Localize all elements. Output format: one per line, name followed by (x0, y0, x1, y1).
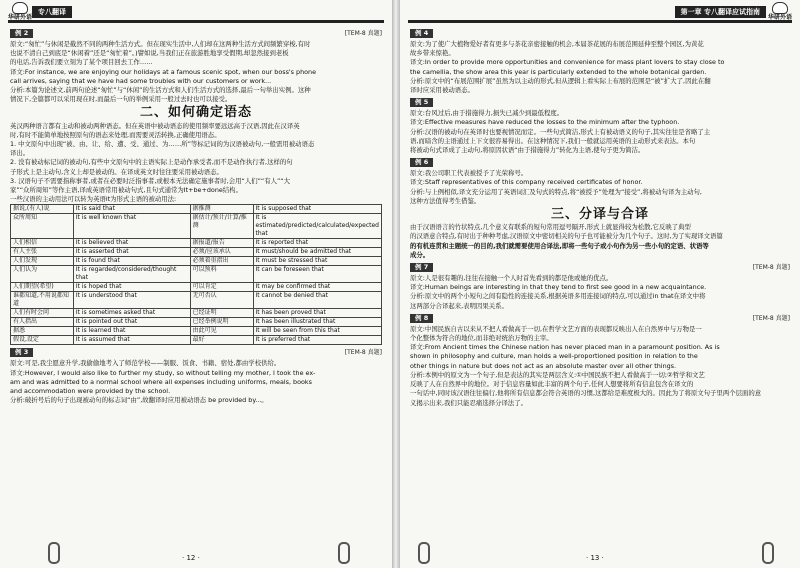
header-label: 第一章 专八翻译应试指南 (675, 6, 766, 18)
text-line: 义揭示出来,我们只能忍痛选择分译法了。 (410, 398, 528, 407)
table-row (11, 327, 382, 336)
example-source: [TEM-8 真题] (344, 29, 382, 37)
table-row (11, 283, 382, 292)
text-line: 译文:Staff representatives of this company received certificates of honor. (410, 178, 643, 187)
text-line: 一些汉语的主动用法可以转为英语it为形式主语的被动用法: (10, 195, 177, 204)
table-cell: 由此可见 (190, 327, 253, 336)
table-cell: 众所周知 (11, 214, 74, 239)
text-line: 成分。 (410, 250, 430, 259)
text-line: 原文:为了使广大植物爱好者有更多与茶花亲密接触的机会,本届茶花展的布展范围延伸至整个园区,为黄花 (410, 40, 704, 48)
table-cell: It will be seen from this that (253, 327, 382, 336)
table-cell: 谁都知道,不用说都知道 (11, 292, 74, 309)
example-4-header (410, 28, 790, 39)
table-cell: 人们发现 (11, 257, 74, 266)
text-line: 分析:本篇为论述文,前两句论述“匆忙”与“休闲”的生活方式和人们生活方式的选择,最后一句举出实例。这种 (10, 86, 311, 95)
text-line: 故乡带来惊艳。 (410, 49, 455, 58)
table-cell: 有人指出 (11, 318, 74, 327)
table-row (11, 292, 382, 309)
text-line: 3. 汉语句子不需要指称事者,或者在必要时泛指事者,或根本无法确定施事者时,会用“人们”“有人”“大 (10, 176, 291, 185)
page-number: · 13 · (586, 554, 604, 562)
table-cell: It may be confirmed that (253, 283, 382, 292)
text-line: 原文:我公司职工代表被授予了光荣称号。 (410, 169, 528, 178)
table-cell: It must be stressed that (253, 257, 382, 266)
mascot-icon (12, 2, 28, 14)
example-source: [TEM-8 真题] (344, 349, 382, 357)
table-cell: 假设,设定 (11, 336, 74, 345)
text-line: 的电话,告诉我们要立刻为了某个项目回去工作…… (10, 58, 153, 67)
text-line: 的有机连贯和主题统一的目的,我们就需要使用合译法,即将一些句子或小句作为另一些小句的定语、状语等 (410, 241, 709, 250)
text-line: 也说不清自己到底是“休闲着”还是“匆忙着”。)譬如说,当我们正在旅游胜地享受假期,却忽然接到老板 (10, 49, 289, 58)
example-label: 例 5 (410, 98, 433, 107)
text-line: 的汉语意合特点,有时出于种种考虑,汉语原文中密切相关的句子也可能被分为几个句子。这时,为了实现译文语篇 (410, 232, 723, 241)
logo-text: 华研外语 (8, 14, 33, 21)
section-title: 二、如何确定语态 (139, 105, 252, 121)
text-line: 个化整体为符合的地位,而非绝对统治万物的主宰。 (410, 334, 553, 343)
example-6-header (410, 157, 790, 168)
text-line: 译出。 (10, 149, 30, 158)
table-cell: 人们有时会问 (11, 309, 74, 318)
text-line: 译文:Human beings are interesting in that they tend to first see good in a new acquaintance. (410, 283, 707, 292)
text-line: 家”“众所周知”等作主语,译成英语常用被动句式,且句式通常为It+be+done结构。 (10, 186, 242, 195)
table-row (11, 309, 382, 318)
logo (8, 2, 32, 21)
text-line: 分析:汉语的被动句在英译时也要视情况而定。一些句式简洁,形式上有被动语义的句子,其实往往是省略了主 (410, 127, 711, 136)
text-line: 一句话中,同时该汉语往往偏行,他将所有信息都会符合英语的习惯,这都给是难度极大的。因此为了将原文句子里两个层面的意 (410, 389, 762, 398)
text-line: 分析:破折号后的句子出现被动句的标志词“由”,故翻译时应用被动语态 be provided by...。 (10, 396, 268, 405)
table-cell: 据估计/预计/计算/推测 (190, 214, 253, 239)
example-source: [TEM-8 真题] (752, 314, 790, 322)
table-cell: It is well known that (73, 214, 190, 239)
example-label: 例 6 (410, 158, 433, 167)
left-header (8, 6, 384, 23)
text-line: 分析:原文中的“布展范围扩展”虽然为以主动的形式,但从逻辑上看实际上布展的范围是“被”扩大了,因此在翻 (410, 76, 711, 85)
text-line: 分析:与上例相似,译文充分运用了英语词汇及句式的特点,将“被授予”处理为“接受”,将被动句译为主动句, (410, 187, 702, 196)
text-line: 1. 中文原句中出现“被、由、让、给、遭、受、通过、为……所”等标记词的为汉语被动句,一般需用被动语态 (10, 140, 315, 149)
text-line: 分析:原文中的两个小短句之间有隐性的连接关系,根据英语多用连接词的特点,可以通过in that在译文中将 (410, 292, 706, 301)
table-row (11, 257, 382, 266)
voice-table (10, 204, 382, 345)
text-line: 原文:人是很有趣的,往往在接触一个人时首先看到的都是他或她的优点。 (410, 274, 613, 283)
book-gutter (392, 0, 400, 568)
table-row (11, 205, 382, 214)
table-cell: It is hoped that (73, 283, 190, 292)
table-cell: It must/should be admitted that (253, 248, 382, 257)
text-line: 译文:From Ancient times the Chinese nation has never placed man in a paramount position. As is (410, 343, 720, 352)
text-line: 分析:本例中的原文为一个句子,但是表达的其实是两层含义:①中国民族不把人看做高于一切;②哲学和文艺 (410, 370, 705, 379)
example-7-header (410, 262, 790, 273)
table-cell: 据悉 (11, 327, 74, 336)
binder-clip-icon (762, 542, 774, 564)
table-cell: It can be foreseen that (253, 266, 382, 283)
text-line: 原文:台风过后,由于措施得力,损失已减少到最低程度。 (410, 109, 564, 118)
example-label: 例 4 (410, 29, 433, 38)
text-line: 译文:Effective measures have reduced the losses to the minimum after the typhoon. (410, 118, 680, 127)
table-cell: 已经证明 (190, 309, 253, 318)
table-row (11, 248, 382, 257)
table-cell: It is pointed out that (73, 318, 190, 327)
example-label: 例 2 (10, 29, 33, 38)
right-content (410, 26, 790, 408)
binder-clip-icon (338, 542, 350, 564)
logo-text: 华研外语 (767, 14, 792, 21)
example-label: 例 3 (10, 348, 33, 357)
mascot-icon (772, 2, 788, 14)
example-2-header (10, 28, 382, 39)
text-line: 2. 没有被动标记词的被动句,有些中文原句中的主语实际上是动作承受者,而不是动作执行者,这样的句 (10, 158, 293, 167)
table-cell: 必须着重指出 (190, 257, 253, 266)
section-title: 三、分译与合译 (550, 207, 649, 223)
table-cell: It is learned that (73, 327, 190, 336)
table-cell: It has been illustrated that (253, 318, 382, 327)
table-cell: 据说,(有人)说 (11, 205, 74, 214)
text-line: 英汉两种语言都有主动和被动两种语态。但在英语中被动语态的使用频率要远远高于汉语,因此在汉译英 (10, 121, 300, 130)
text-line: 译文:In order to provide more opportunities and convenience for mass plant lovers to stay close to (410, 58, 725, 67)
text-line: other things in nature but does not act as an absolute master over all other things. (410, 361, 677, 370)
table-cell: 据推测 (190, 205, 253, 214)
binder-clip-icon (48, 542, 60, 564)
table-cell: 必须/应该承认 (190, 248, 253, 257)
table-cell: It is asserted that (73, 248, 190, 257)
table-cell: 无可否认 (190, 292, 253, 309)
text-line: the camellia, the show area this year is particularly extended to the whole botanical garden. (410, 67, 707, 76)
table-cell: 最好 (190, 336, 253, 345)
text-line: 由于汉语语言的竹状特点,几个意义有联系的短句常用逗号隔开,形式上就显得较为松散,它反映了典型 (410, 223, 691, 232)
table-cell: It is regarded/considered/thought that (73, 266, 190, 283)
table-cell: It is believed that (73, 239, 190, 248)
example-label: 例 8 (410, 314, 433, 323)
table-cell: 人们认为 (11, 266, 74, 283)
text-line: 原文:“匆忙”与休闲是截然不同的两种生活方式。但在现实生活中,人们却在这两种生活方式间频繁穿梭,有时 (10, 40, 311, 48)
text-line: 时,有时不能简单地按照原句的语态来处理,而需要灵活转换,正确使用语态。 (10, 130, 221, 139)
left-page (0, 0, 392, 568)
text-line: 这种方法值得考生借鉴。 (410, 196, 481, 205)
text-line: 语,而暗含的主语通过上下文很容易得出。在这种情况下,我们一般就运用英语的主动形式来表达。本句 (410, 136, 696, 145)
logo (768, 2, 792, 21)
table-cell: It is said that (73, 205, 190, 214)
right-header (408, 6, 792, 23)
table-cell: 据报道/报告 (190, 239, 253, 248)
text-line: 这两部分合译起来,表明因果关系。 (410, 301, 508, 310)
right-page (400, 0, 800, 568)
table-cell: 人们期望(希望) (11, 283, 74, 292)
table-cell: It is reported that (253, 239, 382, 248)
text-line: 反映了人在自然界中的地位。对于信息容量如此丰富的两个句子,任何人想要将所有信息包含在译文的 (410, 380, 694, 389)
table-cell: It is assumed that (73, 336, 190, 345)
table-row (11, 214, 382, 239)
table-cell: It is supposed that (253, 205, 382, 214)
example-5-header (410, 97, 790, 108)
text-line: 情况下,全篇都可以采用现在时,而最后一句的举例采用一般过去时也可以接受。 (10, 95, 232, 104)
text-line: 子形式上是主动句,含义上却是被动的。在译成英文时往往要采用被动语态。 (10, 167, 223, 176)
text-line: 原文:可是,我尘愿意升学,我偷偷地考入了师范学校——制服、饭食、书籍、宿处,都由学校供给。 (10, 359, 281, 368)
example-label: 例 7 (410, 263, 433, 272)
table-row (11, 266, 382, 283)
table-cell: It cannot be denied that (253, 292, 382, 309)
table-cell: It is found that (73, 257, 190, 266)
header-label: 专八翻译 (32, 6, 72, 18)
text-line: am and was admitted to a normal school where all expenses including uniforms, meals, books (10, 377, 312, 386)
page-number: · 12 · (182, 554, 200, 562)
text-line: 译文:For instance, we are enjoying our holidays at a famous scenic spot, when our boss's phone (10, 67, 317, 76)
text-line: 原文:中国民族自古以来从不把人看做高于一切,在哲学文艺方面的表现都反映出人在自然界中与万物是一 (410, 324, 702, 333)
table-cell: It is understood that (73, 292, 190, 309)
table-cell: It is preferred that (253, 336, 382, 345)
table-cell: 已经举例说明 (190, 318, 253, 327)
table-cell: It is estimated/predicted/calculated/expected that (253, 214, 382, 239)
text-line: call arrives, saying that we have had some troubles with our customers or work... (10, 76, 272, 85)
table-cell: 可以肯定 (190, 283, 253, 292)
binder-clip-icon (418, 542, 430, 564)
table-cell: 有人主张 (11, 248, 74, 257)
example-source: [TEM-8 真题] (752, 263, 790, 271)
table-row (11, 318, 382, 327)
table-cell: 人们相信 (11, 239, 74, 248)
text-line: shown in philosophy and culture, man holds a well-proportioned position in relation to the (410, 352, 698, 361)
example-3-header (10, 347, 382, 358)
text-line: 译文:However, I would also like to further my study, so without telling my mother, I took the ex- (10, 368, 316, 377)
table-cell: 可以预料 (190, 266, 253, 283)
table-row (11, 239, 382, 248)
table-cell: It has been proved that (253, 309, 382, 318)
left-content (10, 26, 382, 405)
text-line: 将被动句式译成了主动句,将原因状语“由于措施得力”转化为主语,使句子更为简洁。 (410, 146, 645, 155)
text-line: and accommodation were provided by the school. (10, 387, 171, 396)
table-row (11, 336, 382, 345)
table-cell: It is sometimes asked that (73, 309, 190, 318)
example-8-header (410, 313, 790, 324)
text-line: 译时应采用被动语态。 (410, 86, 474, 95)
